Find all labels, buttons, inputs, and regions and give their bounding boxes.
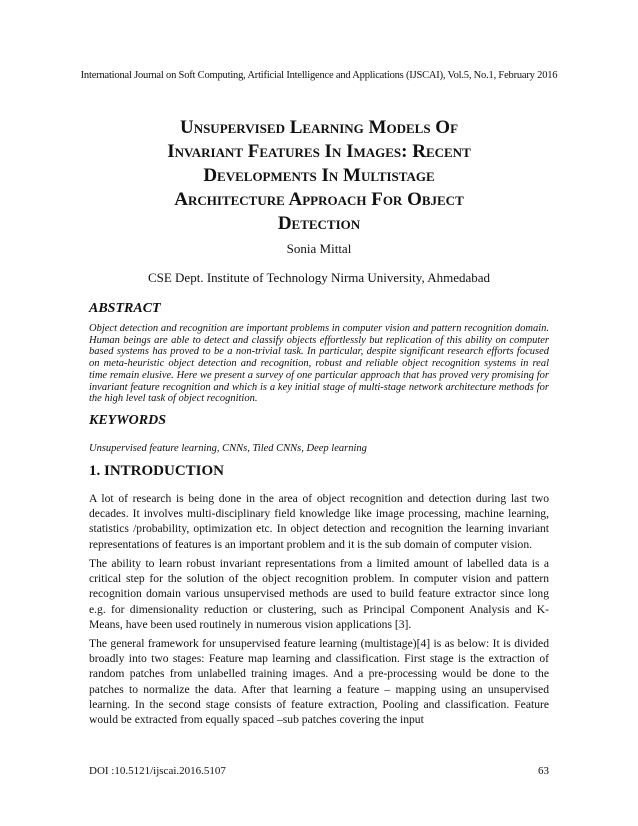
- author-name: Sonia Mittal: [286, 241, 352, 256]
- title-line: Detection: [277, 213, 361, 234]
- page-number: 63: [538, 765, 549, 777]
- abstract-heading: ABSTRACT: [89, 301, 161, 316]
- doi-footer: DOI :10.5121/ijscai.2016.5107: [89, 765, 226, 777]
- title-line: Architecture Approach For Object: [174, 189, 464, 210]
- author-affiliation: CSE Dept. Institute of Technology Nirma University, Ahmedabad: [147, 270, 491, 285]
- title-line: Invariant Features In Images: Recent: [167, 141, 471, 162]
- keywords-heading: KEYWORDS: [89, 413, 167, 428]
- abstract-text: Object detection and recognition are important problems in computer vision and pattern recognition domain. Human beings are able to detect and classify objects effortlessly but replication of this ability on computer based systems has proved to be a non-trivial task. In particular, despite significant research efforts focused on meta-heuristic object detection and recognition, robust and reliable object recognition systems in real time remain elusive. Here we present a survey of one particular approach that has proved very promising for invariant feature recognition and which is a key initial stage of multi-stage network architecture methods for the high level task of object recognition.: [89, 323, 549, 405]
- body-paragraph: A lot of research is being done in the area of object recognition and detection during last two decades. It involves multi-disciplinary field knowledge like image processing, machine learning, statistics /probability, optimization etc. In object detection and recognition the learning invariant representations of features is an important problem and it is the sub domain of computer vision.: [89, 492, 549, 551]
- keywords-text: Unsupervised feature learning, CNNs, Tiled CNNs, Deep learning: [89, 443, 367, 454]
- body-paragraph: The general framework for unsupervised feature learning (multistage)[4] is as below: It is divided broadly into two stages: Feature map learning and classification. First stage is the extraction of random patches from unlabelled training images. And a pre-processing would be done to the patches to normalize the data. After that learning a feature – mapping using an unsupervised learning. In the second stage consists of feature extraction, Pooling and classification. Feature would be extracted from equally spaced –sub patches covering the input: [89, 637, 549, 727]
- paper-title: [60, 116, 578, 236]
- title-line: Developments In Multistage: [203, 165, 435, 186]
- running-head: International Journal on Soft Computing, Artificial Intelligence and Applications (IJSCAI), Vol.5, No.1, February 2016: [80, 70, 558, 81]
- title-line: Unsupervised Learning Models Of: [179, 117, 459, 138]
- body-paragraph: The ability to learn robust invariant representations from a limited amount of labelled data is a critical step for the solution of the object recognition problem. In computer vision and pattern recognition domain various unsupervised methods are used to build feature extractor since long e.g. for dimensionality reduction or clustering, such as Principal Component Analysis and K-Means, have been used routinely in numerous vision applications [3].: [89, 557, 549, 631]
- section-heading: 1. INTRODUCTION: [89, 463, 225, 479]
